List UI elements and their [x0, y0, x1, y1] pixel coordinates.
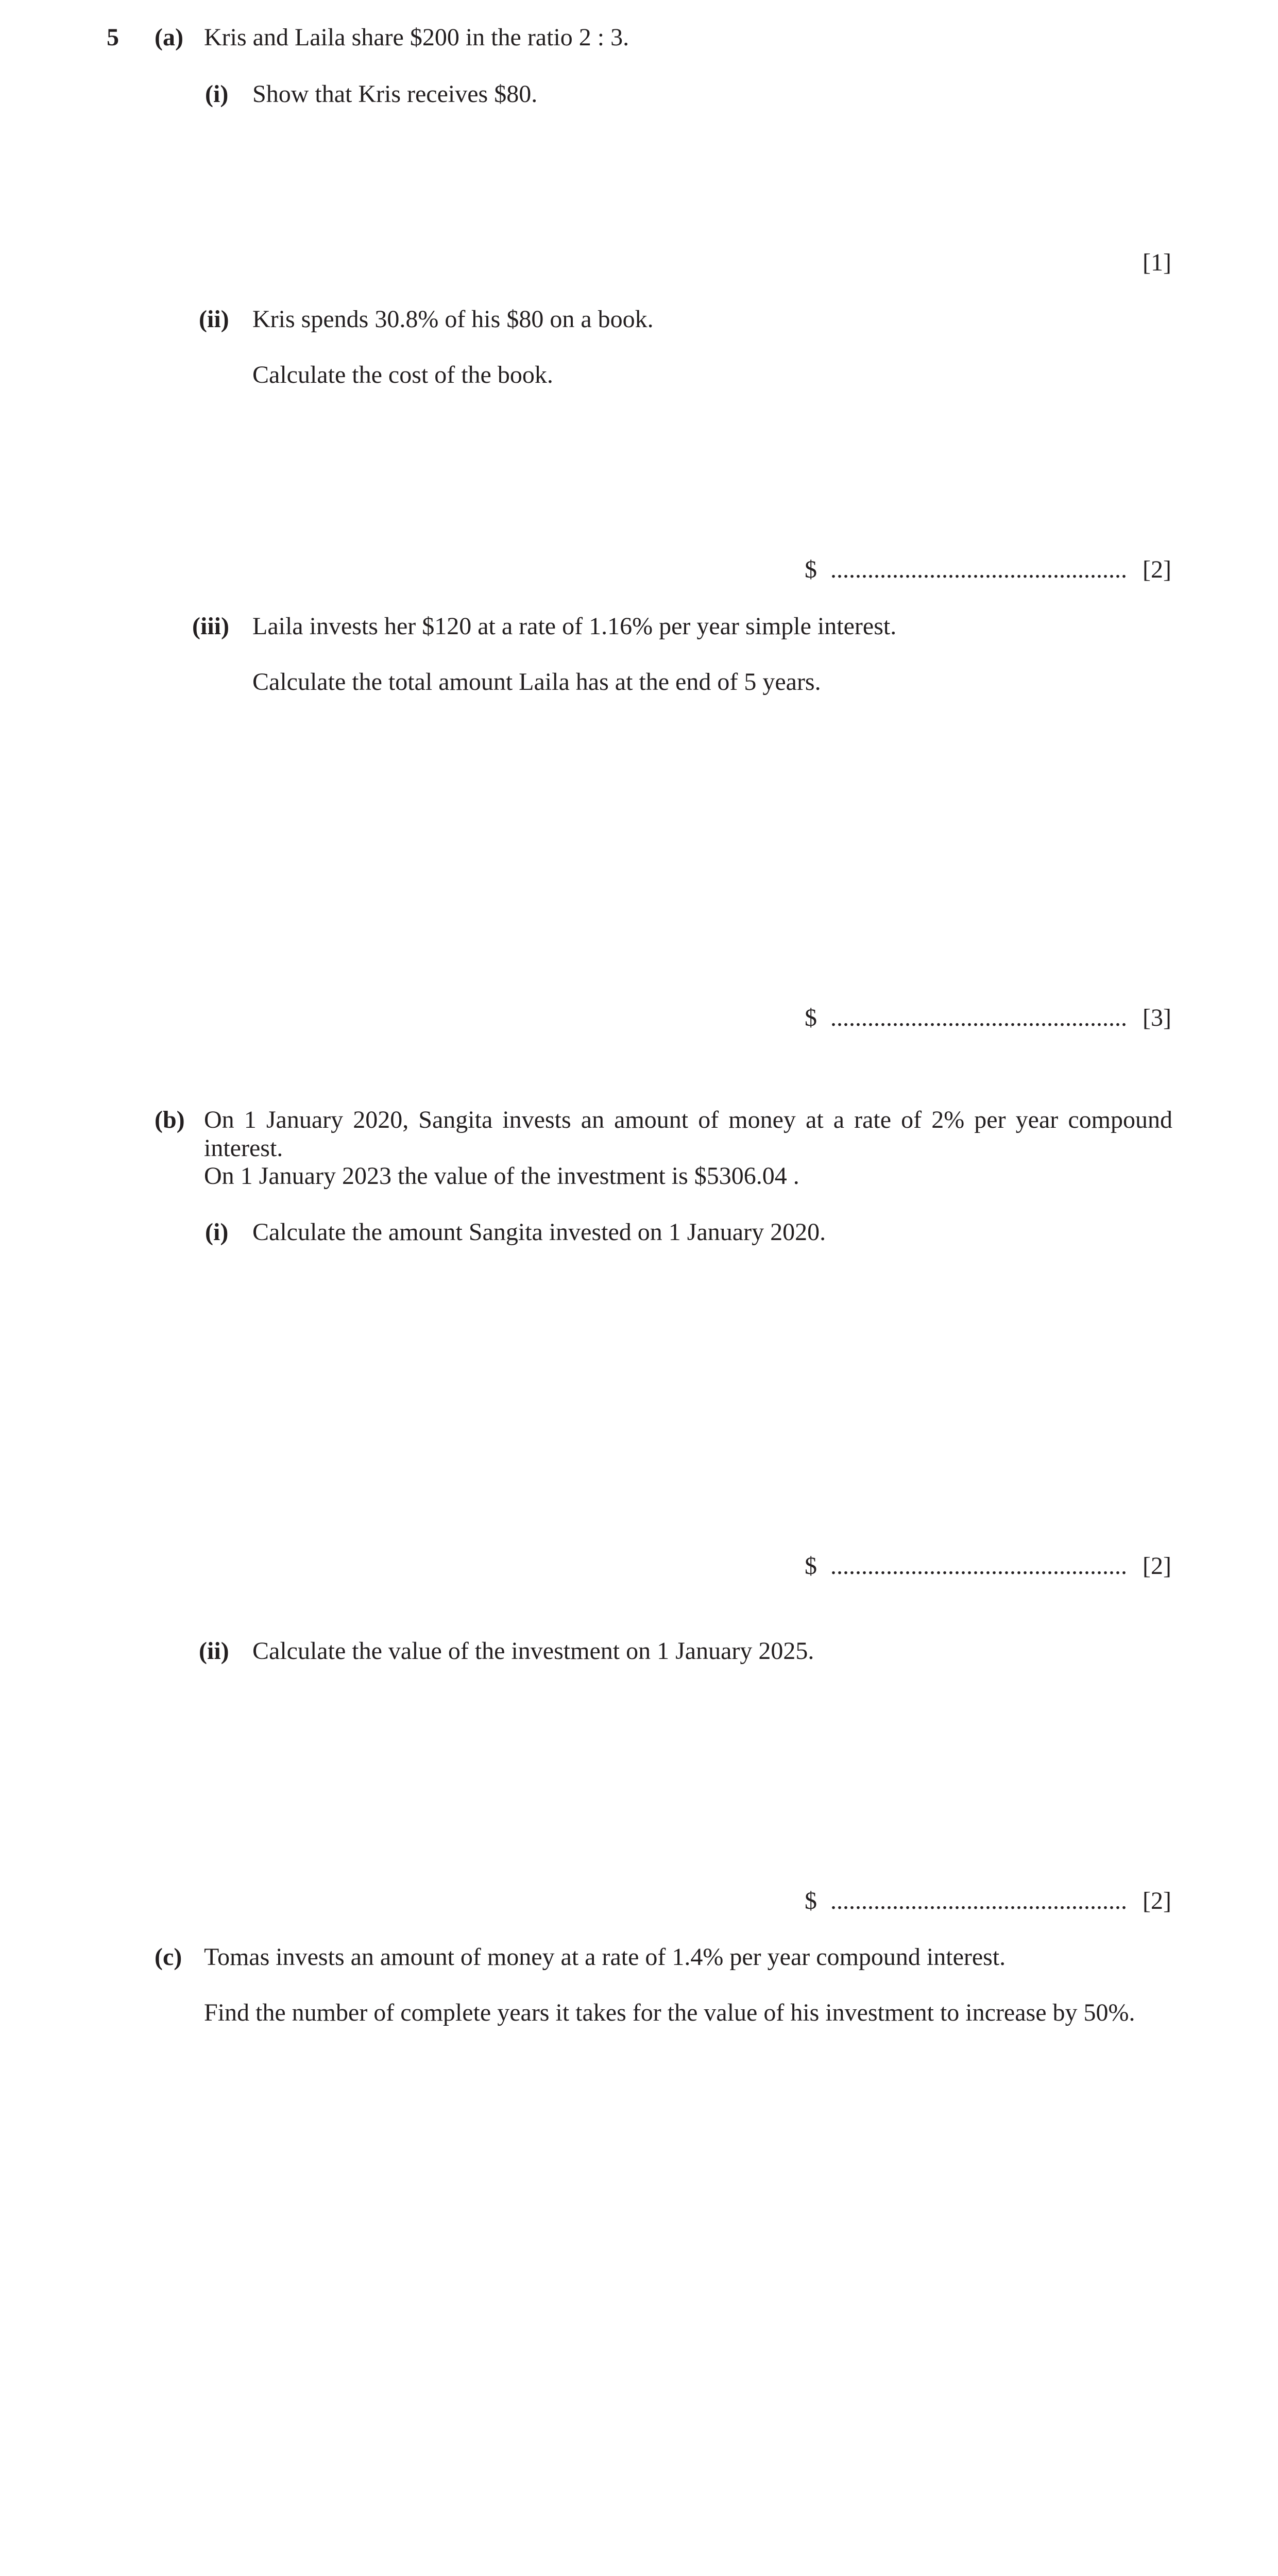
part-a-iii-marks: [3] [1143, 1004, 1171, 1031]
part-a-stem: Kris and Laila share $200 in the ratio 2 : 3. [204, 24, 629, 51]
part-b-ii-currency: $ [805, 1887, 817, 1914]
part-b-i-currency: $ [805, 1552, 817, 1580]
part-c-label: (c) [155, 1943, 182, 1971]
part-a-label: (a) [155, 24, 183, 51]
part-b-stem-2: On 1 January 2023 the value of the investment is $5306.04 . [204, 1162, 799, 1190]
part-a-ii-marks: [2] [1143, 556, 1171, 583]
part-b-i-label: (i) [205, 1218, 229, 1246]
part-a-i-marks: [1] [1143, 249, 1171, 276]
part-b-stem-1: On 1 January 2020, Sangita invests an amount of money at a rate of 2% per year compound interest. [204, 1106, 1172, 1162]
part-b-ii-label: (ii) [199, 1637, 229, 1665]
part-a-ii-text-2: Calculate the cost of the book. [252, 361, 553, 388]
part-b-ii-text: Calculate the value of the investment on 1 January 2025. [252, 1637, 814, 1665]
part-a-ii-currency: $ [805, 556, 817, 583]
part-a-iii-currency: $ [805, 1004, 817, 1031]
part-a-ii-label: (ii) [199, 306, 229, 333]
part-a-ii-answer-line[interactable]: ................................................ [830, 556, 1127, 583]
part-b-ii-answer-line[interactable]: ................................................ [830, 1887, 1127, 1914]
part-b-ii-marks: [2] [1143, 1887, 1171, 1914]
part-a-iii-text-2: Calculate the total amount Laila has at the end of 5 years. [252, 668, 821, 696]
question-number: 5 [107, 24, 119, 51]
part-c-text-2: Find the number of complete years it takes for the value of his investment to increase by 50%. [204, 1999, 1135, 2026]
part-a-ii-text-1: Kris spends 30.8% of his $80 on a book. [252, 306, 654, 333]
part-b-i-marks: [2] [1143, 1552, 1171, 1580]
part-a-i-label: (i) [205, 80, 229, 108]
part-b-i-answer-line[interactable]: ................................................ [830, 1552, 1127, 1580]
part-b-i-text: Calculate the amount Sangita invested on 1 January 2020. [252, 1218, 826, 1246]
part-c-text-1: Tomas invests an amount of money at a rate of 1.4% per year compound interest. [204, 1943, 1006, 1971]
part-b-label: (b) [155, 1106, 185, 1133]
part-a-iii-label: (iii) [192, 613, 229, 640]
part-a-i-text: Show that Kris receives $80. [252, 80, 538, 108]
part-a-iii-answer-line[interactable]: ................................................ [830, 1004, 1127, 1031]
part-a-iii-text-1: Laila invests her $120 at a rate of 1.16% per year simple interest. [252, 613, 897, 640]
